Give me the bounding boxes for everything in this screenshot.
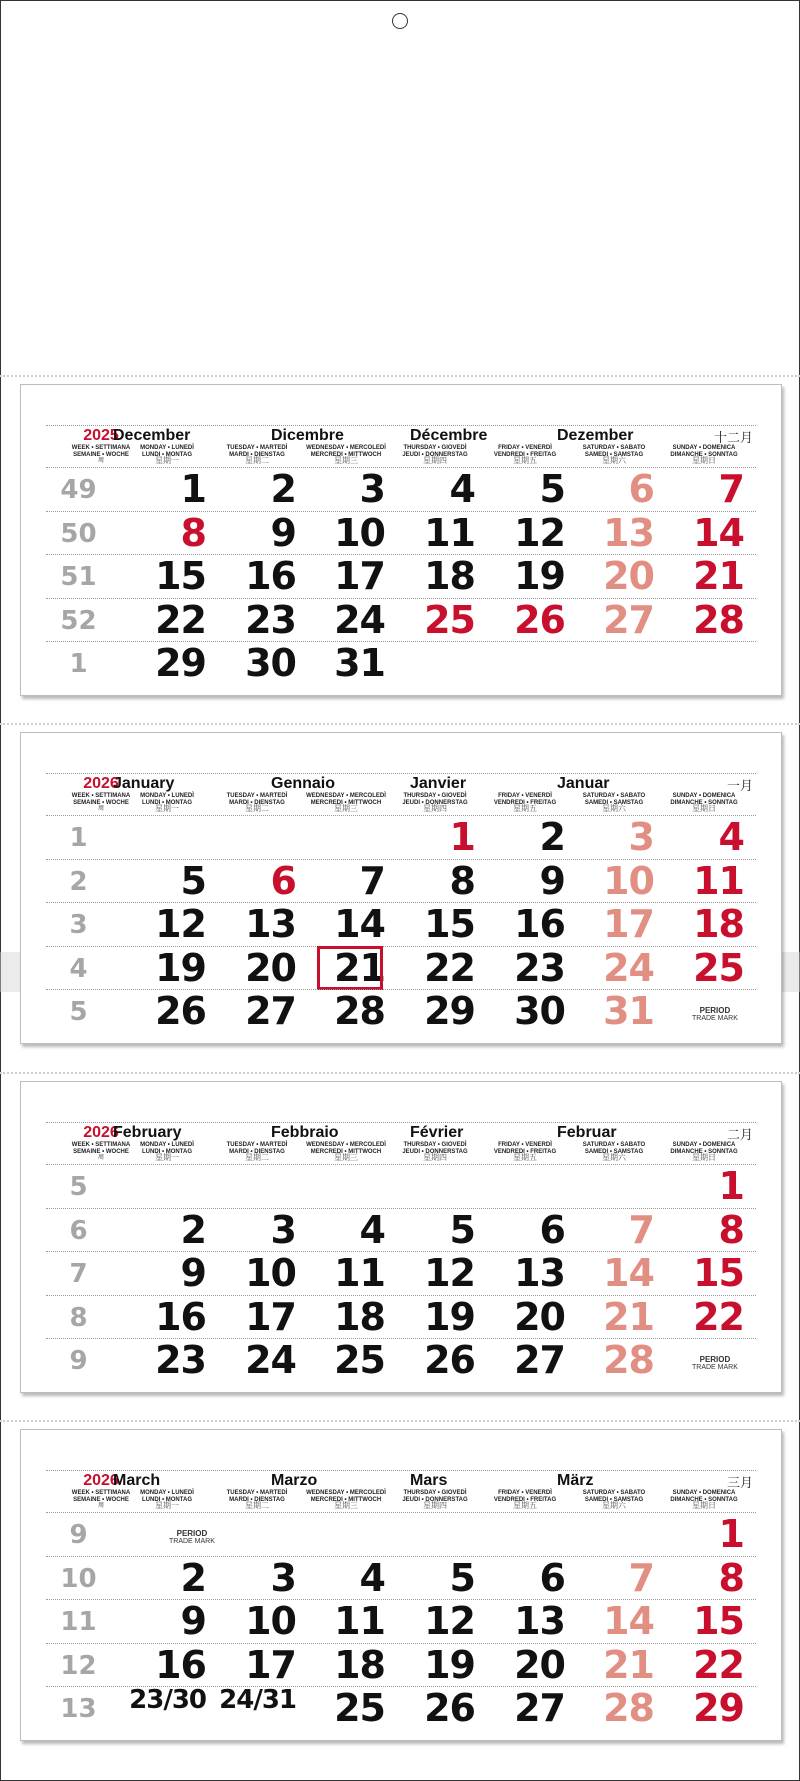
day-cell[interactable]: 31	[603, 989, 654, 1033]
day-cell[interactable]: 11	[424, 510, 475, 555]
day-cell[interactable]: 25	[693, 945, 744, 990]
month-name: Dicembre	[271, 427, 344, 444]
week-number: 49	[60, 475, 97, 505]
month-name: Marzo	[271, 1472, 318, 1489]
month-name: Februar	[557, 1124, 617, 1141]
day-cell[interactable]: 18	[424, 554, 475, 598]
month-name: Januar	[557, 775, 610, 792]
weekday-header: TUESDAY • MARTEDÌ MARDI • DIENSTAG 星期二	[226, 793, 288, 813]
day-cell[interactable]: 4	[718, 815, 744, 859]
year-label: 2026	[83, 775, 119, 792]
day-cell[interactable]: 10	[603, 858, 654, 903]
day-cell[interactable]: 28	[603, 1338, 654, 1382]
day-cell[interactable]: 16	[245, 554, 296, 598]
day-cell[interactable]: 20	[514, 1294, 565, 1339]
day-cell[interactable]: 25	[424, 597, 475, 642]
day-cell[interactable]: 2	[180, 1207, 206, 1252]
month-name-cjk: 一月	[726, 779, 753, 794]
day-cell[interactable]: 22	[155, 597, 206, 642]
month-panel-0	[20, 384, 782, 696]
day-cell[interactable]: 20	[514, 1642, 565, 1687]
day-cell[interactable]: 14	[603, 1599, 654, 1643]
week-number: 9	[69, 1520, 88, 1550]
day-cell[interactable]: 5	[449, 1555, 475, 1600]
week-number: 52	[60, 605, 97, 636]
day-cell[interactable]: 6	[270, 858, 296, 903]
row-divider	[46, 1164, 756, 1165]
month-name-cjk: 三月	[726, 1476, 753, 1491]
day-cell[interactable]: 19	[424, 1294, 475, 1339]
day-cell[interactable]: 2	[539, 815, 565, 859]
today-marker	[317, 946, 383, 990]
weekday-header: FRIDAY • VENERDÌ VENDREDI • FREITAG 星期五	[493, 1142, 557, 1162]
day-cell[interactable]: 21	[334, 945, 385, 990]
day-cell[interactable]: 28	[693, 597, 744, 642]
day-cell[interactable]: 12	[424, 1251, 475, 1295]
weekday-header: SATURDAY • SABATO SAMEDI • SAMSTAG 星期六	[582, 793, 646, 813]
day-cell[interactable]: 29	[693, 1686, 744, 1730]
month-name: Gennaio	[271, 775, 336, 792]
day-cell[interactable]: 13	[245, 902, 296, 946]
weekday-header: MONDAY • LUNEDÌ LUNDI • MONTAG 星期一	[140, 1142, 194, 1162]
day-cell[interactable]: 13	[603, 510, 654, 555]
day-cell[interactable]: 25	[334, 1686, 385, 1730]
year-label: 2026	[83, 1472, 119, 1489]
week-number: 5	[69, 997, 88, 1027]
weekday-header: SUNDAY • DOMENICA DIMANCHE • SONNTAG 星期日	[670, 445, 738, 465]
weekday-header: SUNDAY • DOMENICA DIMANCHE • SONNTAG 星期日	[670, 793, 738, 813]
weekday-header: TUESDAY • MARTEDÌ MARDI • DIENSTAG 星期二	[226, 445, 288, 465]
day-cell[interactable]: 20	[603, 554, 654, 598]
day-cell[interactable]: 8	[449, 858, 475, 903]
day-cell[interactable]: 6	[539, 1207, 565, 1252]
day-cell[interactable]: 3	[270, 1207, 296, 1252]
day-cell[interactable]: 3	[270, 1555, 296, 1600]
month-name: Febbraio	[271, 1124, 339, 1141]
weekday-header: THURSDAY • GIOVEDÌ JEUDI • DONNERSTAG 星期四	[402, 1490, 468, 1510]
day-cell[interactable]: 11	[334, 1251, 385, 1295]
day-cell[interactable]: 8	[718, 1207, 744, 1252]
day-cell[interactable]: 21	[603, 1642, 654, 1687]
day-cell[interactable]: 7	[628, 1555, 654, 1600]
day-cell[interactable]: 6	[628, 467, 654, 511]
week-number: 12	[60, 1650, 97, 1681]
day-cell[interactable]: 27	[603, 597, 654, 642]
day-cell[interactable]: 15	[693, 1599, 744, 1643]
day-cell[interactable]: 17	[245, 1294, 296, 1339]
day-cell[interactable]: 30	[245, 641, 296, 685]
day-cell[interactable]: 27	[514, 1686, 565, 1730]
day-cell[interactable]: 10	[334, 510, 385, 555]
week-number: 11	[60, 1607, 97, 1637]
month-name: March	[113, 1472, 161, 1489]
header-divider	[46, 1122, 756, 1123]
weekday-header: TUESDAY • MARTEDÌ MARDI • DIENSTAG 星期二	[226, 1490, 288, 1510]
week-column-header: WEEK • SETTIMANA SEMAINE • WOCHE 周	[71, 793, 131, 812]
day-cell[interactable]: 1	[718, 1512, 744, 1556]
day-cell[interactable]: 15	[155, 554, 206, 598]
day-cell[interactable]: 22	[693, 1294, 744, 1339]
day-cell[interactable]: 17	[334, 554, 385, 598]
month-panel-3	[20, 1429, 782, 1741]
day-cell[interactable]: 26	[424, 1686, 475, 1730]
week-number: 51	[60, 562, 97, 592]
day-cell[interactable]: 17	[603, 902, 654, 946]
brand-logo: PERIOD TRADE MARK	[169, 1529, 215, 1545]
day-cell[interactable]: 19	[155, 945, 206, 990]
brand-logo: PERIOD TRADE MARK	[692, 1355, 738, 1371]
day-cell[interactable]: 13	[514, 1251, 565, 1295]
day-cell[interactable]: 15	[693, 1251, 744, 1295]
day-cell[interactable]: 20	[245, 945, 296, 990]
day-cell[interactable]: 13	[514, 1599, 565, 1643]
month-name: Dezember	[557, 427, 634, 444]
month-name: February	[113, 1124, 182, 1141]
day-cell[interactable]: 24	[334, 597, 385, 642]
week-number: 2	[69, 866, 88, 897]
week-number: 7	[69, 1259, 88, 1289]
header-divider	[46, 425, 756, 426]
day-cell[interactable]: 10	[245, 1599, 296, 1643]
day-cell[interactable]: 5	[539, 467, 565, 511]
day-cell[interactable]: 16	[155, 1642, 206, 1687]
weekday-header: WEDNESDAY • MERCOLEDÌ MERCREDI • MITTWOCH 星期三	[306, 1142, 386, 1162]
weekday-header: WEDNESDAY • MERCOLEDÌ MERCREDI • MITTWOCH 星期三	[306, 793, 386, 813]
day-cell[interactable]: 24	[245, 1338, 296, 1382]
weekday-header: MONDAY • LUNEDÌ LUNDI • MONTAG 星期一	[140, 445, 194, 465]
weekday-header: SATURDAY • SABATO SAMEDI • SAMSTAG 星期六	[582, 1142, 646, 1162]
day-cell[interactable]: 3	[628, 815, 654, 859]
weekday-header: THURSDAY • GIOVEDÌ JEUDI • DONNERSTAG 星期四	[402, 445, 468, 465]
month-name: January	[113, 775, 175, 792]
day-cell[interactable]: 9	[180, 1599, 206, 1643]
day-cell[interactable]: 28	[603, 1686, 654, 1730]
week-number: 10	[60, 1563, 97, 1594]
year-label: 2026	[83, 1124, 119, 1141]
weekday-header: FRIDAY • VENERDÌ VENDREDI • FREITAG 星期五	[493, 1490, 557, 1510]
day-cell[interactable]: 26	[514, 597, 565, 642]
day-cell[interactable]: 23	[514, 945, 565, 990]
perforation-line	[0, 375, 800, 377]
perforation-line	[0, 1072, 800, 1074]
week-number: 6	[69, 1215, 88, 1246]
day-cell[interactable]: 14	[603, 1251, 654, 1295]
week-number: 13	[60, 1694, 97, 1724]
month-name-cjk: 十二月	[713, 431, 753, 446]
weekday-header: WEDNESDAY • MERCOLEDÌ MERCREDI • MITTWOCH 星期三	[306, 1490, 386, 1510]
month-panel-2	[20, 1081, 782, 1393]
year-label: 2025	[83, 427, 119, 444]
day-cell[interactable]: 12	[155, 902, 206, 946]
day-cell[interactable]: 26	[424, 1338, 475, 1382]
weekday-header: SATURDAY • SABATO SAMEDI • SAMSTAG 星期六	[582, 445, 646, 465]
header-divider	[46, 773, 756, 774]
day-cell[interactable]: 30	[514, 989, 565, 1033]
day-cell[interactable]: 1	[180, 467, 206, 511]
day-cell[interactable]: 10	[245, 1251, 296, 1295]
week-number: 8	[69, 1302, 88, 1333]
weekday-header: WEDNESDAY • MERCOLEDÌ MERCREDI • MITTWOCH 星期三	[306, 445, 386, 465]
day-cell[interactable]: 24	[603, 945, 654, 990]
day-cell[interactable]: 23	[155, 1338, 206, 1382]
day-cell[interactable]: 22	[424, 945, 475, 990]
day-cell[interactable]: 18	[334, 1642, 385, 1687]
weekday-header: SUNDAY • DOMENICA DIMANCHE • SONNTAG 星期日	[670, 1142, 738, 1162]
weekday-header: SUNDAY • DOMENICA DIMANCHE • SONNTAG 星期日	[670, 1490, 738, 1510]
day-cell[interactable]: 11	[334, 1599, 385, 1643]
month-name: Janvier	[410, 775, 467, 792]
day-cell[interactable]: 2	[180, 1555, 206, 1600]
day-cell[interactable]: 25	[334, 1338, 385, 1382]
day-cell[interactable]: 7	[628, 1207, 654, 1252]
perforation-line	[0, 723, 800, 725]
weekday-header: THURSDAY • GIOVEDÌ JEUDI • DONNERSTAG 星期四	[402, 1142, 468, 1162]
day-cell[interactable]: 16	[514, 902, 565, 946]
day-cell[interactable]: 8	[718, 1555, 744, 1600]
month-name: December	[113, 427, 191, 444]
day-cell[interactable]: 23/30	[129, 1685, 206, 1715]
month-name: Mars	[410, 1472, 448, 1489]
week-number: 9	[69, 1346, 88, 1376]
month-name: Décembre	[410, 427, 488, 444]
month-name: März	[557, 1472, 594, 1489]
day-cell[interactable]: 9	[180, 1251, 206, 1295]
day-cell[interactable]: 15	[424, 902, 475, 946]
day-cell[interactable]: 11	[693, 858, 744, 903]
day-cell[interactable]: 23	[245, 597, 296, 642]
day-cell[interactable]: 5	[449, 1207, 475, 1252]
day-cell[interactable]: 1	[718, 1164, 744, 1208]
day-cell[interactable]: 3	[359, 467, 385, 511]
day-cell[interactable]: 5	[180, 858, 206, 903]
day-cell[interactable]: 18	[693, 902, 744, 946]
day-cell[interactable]: 9	[539, 858, 565, 903]
month-name-cjk: 二月	[726, 1128, 753, 1143]
day-cell[interactable]: 21	[603, 1294, 654, 1339]
weekday-header: TUESDAY • MARTEDÌ MARDI • DIENSTAG 星期二	[226, 1142, 288, 1162]
day-cell[interactable]: 29	[424, 989, 475, 1033]
month-name: Février	[410, 1124, 464, 1141]
day-cell[interactable]: 31	[334, 641, 385, 685]
day-cell[interactable]: 4	[359, 1207, 385, 1252]
day-cell[interactable]: 4	[359, 1555, 385, 1600]
week-column-header: WEEK • SETTIMANA SEMAINE • WOCHE 周	[71, 1490, 131, 1509]
row-divider	[46, 1512, 756, 1513]
day-cell[interactable]: 29	[155, 641, 206, 685]
day-cell[interactable]: 16	[155, 1294, 206, 1339]
day-cell[interactable]: 1	[449, 815, 475, 859]
week-number: 5	[69, 1172, 88, 1202]
day-cell[interactable]: 7	[718, 467, 744, 511]
day-cell[interactable]: 27	[245, 989, 296, 1033]
day-cell[interactable]: 12	[424, 1599, 475, 1643]
day-cell[interactable]: 8	[180, 510, 206, 555]
day-cell[interactable]: 21	[693, 554, 744, 598]
week-number: 4	[69, 953, 88, 984]
day-cell[interactable]: 18	[334, 1294, 385, 1339]
weekday-header: SATURDAY • SABATO SAMEDI • SAMSTAG 星期六	[582, 1490, 646, 1510]
week-number: 3	[69, 910, 88, 940]
week-number: 1	[69, 649, 88, 679]
weekday-header: FRIDAY • VENERDÌ VENDREDI • FREITAG 星期五	[493, 793, 557, 813]
day-cell[interactable]: 27	[514, 1338, 565, 1382]
brand-logo: PERIOD TRADE MARK	[692, 1006, 738, 1022]
perforation-line	[0, 1420, 800, 1422]
day-cell[interactable]: 19	[424, 1642, 475, 1687]
day-cell[interactable]: 26	[155, 989, 206, 1033]
day-cell[interactable]: 28	[334, 989, 385, 1033]
week-column-header: WEEK • SETTIMANA SEMAINE • WOCHE 周	[71, 1142, 131, 1161]
weekday-header: THURSDAY • GIOVEDÌ JEUDI • DONNERSTAG 星期四	[402, 793, 468, 813]
day-cell[interactable]: 6	[539, 1555, 565, 1600]
day-cell[interactable]: 22	[693, 1642, 744, 1687]
weekday-header: FRIDAY • VENERDÌ VENDREDI • FREITAG 星期五	[493, 445, 557, 465]
day-cell[interactable]: 14	[693, 510, 744, 555]
weekday-header: MONDAY • LUNEDÌ LUNDI • MONTAG 星期一	[140, 793, 194, 813]
day-cell[interactable]: 24/31	[219, 1685, 296, 1715]
week-number: 50	[60, 518, 97, 549]
month-panel-1	[20, 732, 782, 1044]
day-cell[interactable]: 19	[514, 554, 565, 598]
day-cell[interactable]: 7	[359, 858, 385, 903]
day-cell[interactable]: 17	[245, 1642, 296, 1687]
week-column-header: WEEK • SETTIMANA SEMAINE • WOCHE 周	[71, 445, 131, 464]
weekday-header: MONDAY • LUNEDÌ LUNDI • MONTAG 星期一	[140, 1490, 194, 1510]
day-cell[interactable]: 2	[270, 467, 296, 511]
hanging-hole	[392, 13, 408, 29]
day-cell[interactable]: 4	[449, 467, 475, 511]
day-cell[interactable]: 14	[334, 902, 385, 946]
day-cell[interactable]: 12	[514, 510, 565, 555]
week-number: 1	[69, 823, 88, 853]
header-divider	[46, 1470, 756, 1471]
day-cell[interactable]: 9	[270, 510, 296, 555]
